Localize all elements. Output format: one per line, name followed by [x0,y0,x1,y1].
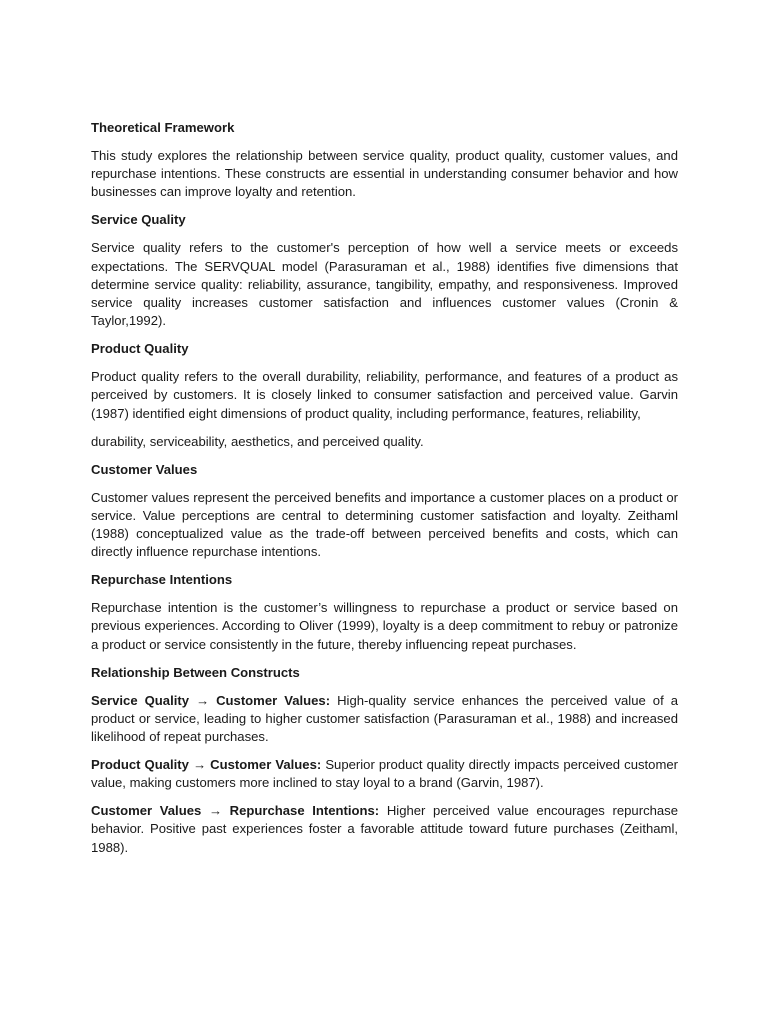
intro-paragraph: This study explores the relationship between service quality, product quality, customer values, and repurchase intentions. These constructs are essential in understanding consumer behavior and how businesses can improve loyalty and retention. [91,148,678,200]
document-page [91,119,678,867]
relationships-heading: Relationship Between Constructs [91,664,300,680]
service-quality-paragraph: Service quality refers to the customer's perception of how well a service meets or exceeds expectations. The SERVQUAL model (Parasuraman et al., 1988) identifies five dimensions that determine service quality: reliability, assurance, tangibility, empathy, and responsiveness. Improved service quality increases customer satisfaction and influences customer values (Cronin & Taylor,1992). [91,240,678,329]
repurchase-intentions-paragraph: Repurchase intention is the customer’s willingness to repurchase a product or service based on previous experiences. According to Oliver (1999), loyalty is a deep commitment to rebuy or patronize a product or service consistently in the future, thereby influencing repeat purchases. [91,600,678,652]
relationship-lead: Product Quality → Customer Values: [91,757,322,773]
product-quality-heading: Product Quality [91,341,189,357]
relationship-item [91,802,678,857]
relationship-item [91,692,678,747]
relationship-text: High-quality service enhances the perceived value of a product or service, leading to higher customer satisfaction (Parasuraman et al., 1988) and increased likelihood of repeat purchases. [91,692,678,745]
customer-values-heading: Customer Values [91,461,198,477]
relationship-item [91,756,678,792]
relationship-lead: Service Quality → Customer Values: [91,692,331,708]
repurchase-intentions-heading: Repurchase Intentions [91,572,233,588]
product-quality-paragraph-continued: durability, serviceability, aesthetics, and perceived quality. [91,433,424,449]
service-quality-heading: Service Quality [91,212,186,228]
relationship-lead: Customer Values → Repurchase Intentions: [91,803,380,819]
relationship-text: Higher perceived value encourages repurchase behavior. Positive past experiences foster a favorable attitude toward future purchases (Zeithaml, 1988). [91,803,679,855]
relationship-text: Superior product quality directly impacts perceived customer value, making customers more inclined to stay loyal to a brand (Garvin, 1987). [91,757,679,791]
customer-values-paragraph: Customer values represent the perceived benefits and importance a customer places on a product or service. Value perceptions are central to determining customer satisfaction and loyalty. Zeithaml (1988) conceptualized value as the trade-off between perceived benefits and costs, which can directly influence repurchase intentions. [91,489,678,560]
product-quality-paragraph: Product quality refers to the overall durability, reliability, performance, and features of a product as perceived by customers. It is closely linked to consumer satisfaction and perceived value. Garvin (1987) identified eight dimensions of product quality, including performance, features, reliability, [91,369,678,421]
document-title: Theoretical Framework [91,120,235,135]
